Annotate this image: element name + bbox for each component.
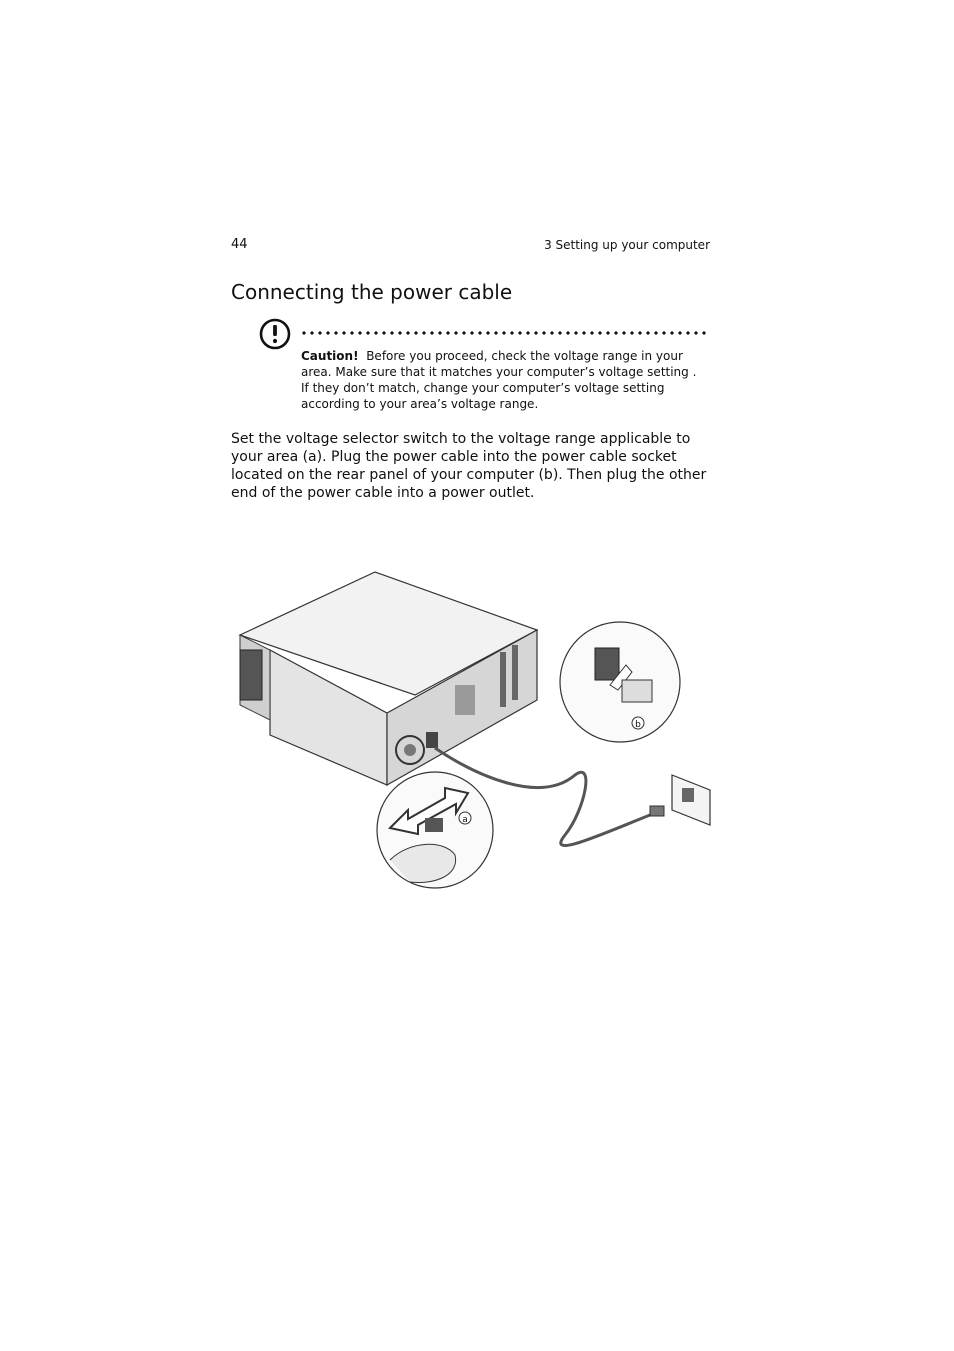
power-cable-illustration: [230, 560, 730, 900]
running-header: 3 Setting up your computer: [544, 238, 710, 252]
caution-dotted-rule: [300, 331, 708, 335]
caution-text: Before you proceed, check the voltage range in your area. Make sure that it matches your computer’s voltage setting . If they don’t match, change your computer’s voltage setting according to your area’s voltage range.: [301, 349, 697, 411]
callout-a: a: [462, 815, 468, 825]
page-number: 44: [231, 237, 248, 252]
socket-detail-panel: [595, 648, 619, 680]
section-title: Connecting the power cable: [231, 280, 513, 304]
caution-note: [301, 348, 701, 412]
front-vent: [240, 650, 262, 700]
outlet-socket: [682, 788, 694, 802]
caution-label: Caution!: [301, 349, 359, 363]
socket-detail-plug: [622, 680, 652, 702]
caution-icon: [258, 318, 292, 352]
expansion-slot: [500, 652, 506, 707]
power-socket: [426, 732, 438, 748]
psu-fan-hub: [404, 744, 416, 756]
expansion-slot: [512, 645, 518, 700]
callout-b: b: [635, 720, 641, 730]
rear-vent: [455, 685, 475, 715]
body-paragraph: Set the voltage selector switch to the voltage range applicable to your area (a). Plug the power cable into the power cable socket located on the rear panel of your computer (b). Then plug the other end of the power cable into a power outlet.: [231, 431, 707, 501]
voltage-switch: [425, 818, 443, 832]
power-plug: [650, 806, 664, 816]
